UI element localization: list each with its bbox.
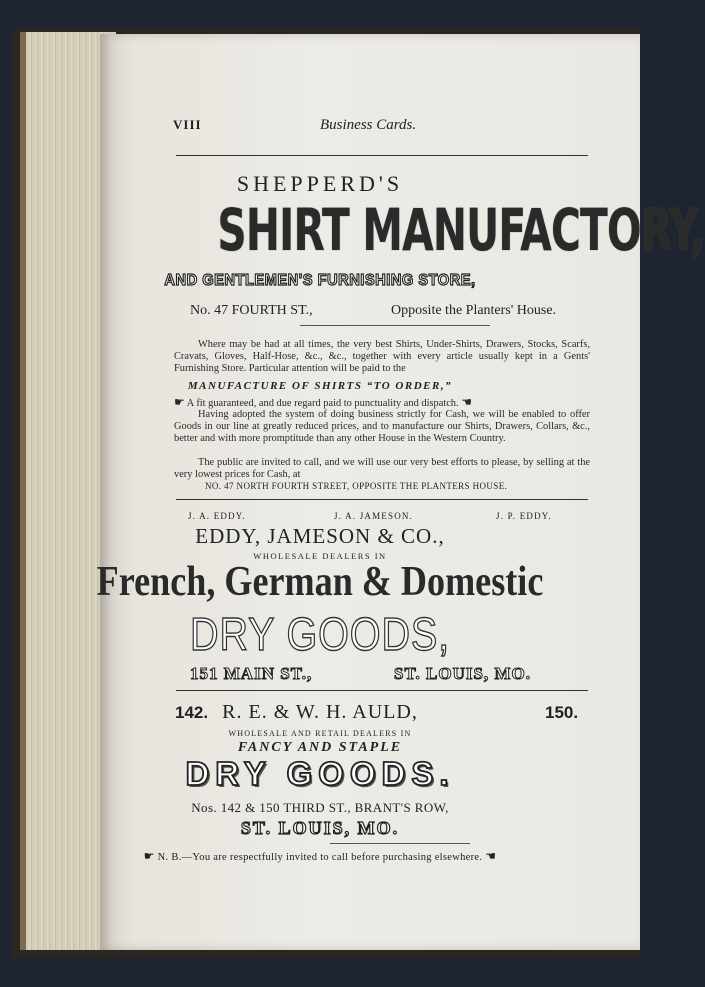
auld-nb-text: N. B.—You are respectfully invited to call before purchasing elsewhere.: [157, 852, 483, 863]
shirt-manufactory-headline: SHIRT MANUFACTORY,: [217, 196, 705, 264]
short-rule: [330, 843, 470, 844]
partner-name: J. A. JAMESON.: [334, 511, 414, 521]
running-title: Business Cards.: [320, 117, 417, 133]
auld-wholesale-label: WHOLESALE AND RETAIL DEALERS IN: [228, 729, 412, 738]
eddy-goods-line-1: French, German & Domestic: [96, 559, 544, 605]
eddy-dry-goods: DRY GOODS,: [190, 608, 450, 660]
pointing-hand-icon: ☛: [174, 395, 185, 409]
shepperd-name: SHEPPERD'S: [236, 171, 404, 196]
page-folio: VIII: [173, 117, 202, 132]
pointing-hand-icon: ☛: [143, 849, 155, 863]
manufacture-line: MANUFACTURE OF SHIRTS “TO ORDER,”: [187, 380, 453, 392]
auld-number-left: 142.: [175, 703, 209, 722]
shepperd-address-left: No. 47 FOURTH ST.,: [190, 303, 313, 318]
auld-fancy-staple: FANCY AND STAPLE: [237, 740, 403, 755]
fit-guaranteed-line: [174, 396, 590, 410]
auld-dry-goods: DRY GOODS.: [185, 755, 455, 792]
shepperd-address-right: Opposite the Planters' House.: [391, 303, 557, 318]
eddy-address-right: ST. LOUIS, MO.: [394, 664, 531, 683]
auld-address: Nos. 142 & 150 THIRD ST., BRANT'S ROW,: [191, 800, 449, 815]
shepperd-paragraph-1: Where may be had at all times, the very best Shirts, Under-Shirts, Drawers, Stocks, Scarfs, Cravats, Gloves, Half-Hose, &c., &c., together with every article usually kept in a Gents' Furnishing Store. Particular attention will be paid to the: [174, 339, 590, 374]
shepperd-bottom-address: NO. 47 NORTH FOURTH STREET, OPPOSITE THE PLANTERS HOUSE.: [205, 481, 508, 491]
section-rule-2: [176, 690, 588, 691]
eddy-firm-name: EDDY, JAMESON & CO.,: [195, 524, 445, 548]
auld-city: ST. LOUIS, MO.: [240, 818, 400, 838]
eddy-wholesale-label: WHOLESALE DEALERS IN: [253, 551, 387, 561]
section-rule-1: [176, 499, 588, 500]
header-rule: [176, 155, 588, 156]
auld-nb-line: [0, 849, 640, 864]
eddy-address-left: 151 MAIN ST.,: [190, 664, 313, 683]
auld-number-right: 150.: [545, 703, 579, 722]
auld-firm-name: R. E. & W. H. AULD,: [222, 701, 418, 723]
pointing-hand-icon: ☚: [461, 395, 472, 409]
furnishing-store-subheadline: AND GENTLEMEN'S FURNISHING STORE,: [164, 272, 476, 289]
pointing-hand-icon: ☚: [485, 849, 497, 863]
partner-name: J. A. EDDY.: [188, 511, 246, 521]
shepperd-paragraph-3: The public are invited to call, and we will use our very best efforts to please, by selling at the very lowest prices for Cash, at: [174, 457, 590, 480]
partner-name: J. P. EDDY.: [496, 511, 552, 521]
shepperd-paragraph-2: Having adopted the system of doing business strictly for Cash, we will be enabled to offer Goods in our line at greatly reduced prices, and to manufacture our Shirts, Drawers, Collars, &c., better and with more promptitude than any other House in the Western Country.: [174, 409, 590, 444]
short-rule: [300, 325, 490, 326]
fit-guaranteed-text: A fit guaranteed, and due regard paid to punctuality and dispatch.: [186, 398, 459, 409]
